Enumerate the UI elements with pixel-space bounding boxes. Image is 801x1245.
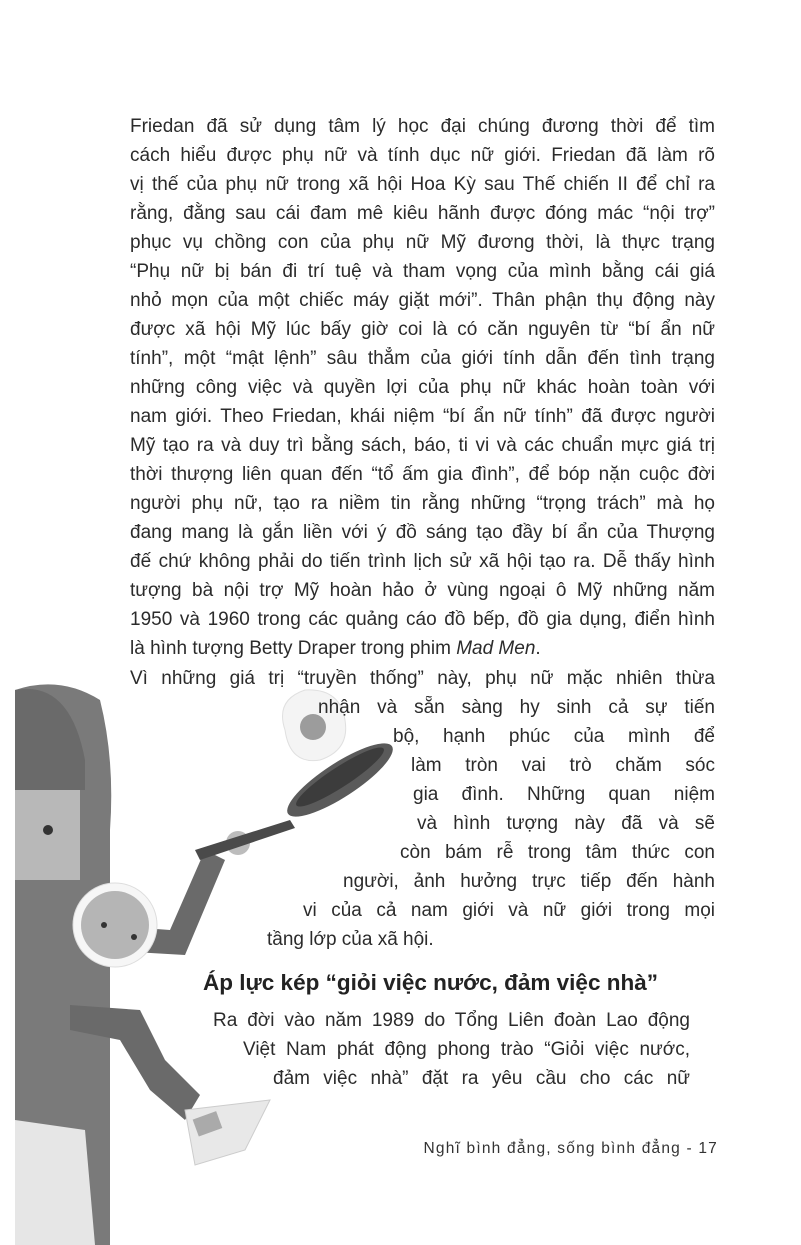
text-line: đảm việc nhà” đặt ra yêu cầu cho các nữ — [273, 1068, 690, 1089]
woman-face — [15, 790, 80, 880]
text-line: Friedan đã sử dụng tâm lý học đại chúng đương thời để tìm — [130, 116, 715, 137]
text-line: rằng, đằng sau cái đam mê kiêu hãnh được đóng mác “nội trợ” — [130, 203, 715, 224]
text-line: “Phụ nữ bị bán đi trí tuệ và tham vọng của mình bằng cái giá — [130, 261, 715, 282]
text-line: Mỹ tạo ra và duy trì bằng sách, báo, ti vi và các chuẩn mực giá trị — [130, 435, 715, 456]
pan-handle — [195, 820, 295, 860]
text-line: những công việc và quyền lợi của phụ nữ khác hoàn toàn với — [130, 377, 715, 398]
film-title: Mad Men — [456, 638, 536, 659]
section-heading: Áp lực kép “giỏi việc nước, đảm việc nhà” — [203, 970, 658, 995]
text-line: làm tròn vai trò chăm sóc — [411, 755, 715, 776]
text-line: và hình tượng này đã và sẽ — [417, 813, 715, 834]
text-line: cách hiểu được phụ nữ và tính dục nữ giới. Friedan đã làm rõ — [130, 145, 715, 166]
text-span: . — [535, 638, 541, 659]
text-line: đế chứ không phải do tiến trình lịch sử xã hội tạo ra. Dễ thấy hình — [130, 551, 715, 572]
text-line: tầng lớp của xã hội. — [267, 929, 434, 950]
text-line: vị thế của phụ nữ trong xã hội Hoa Kỳ sau Thế chiến II để chỉ ra — [130, 174, 715, 195]
text-line: Ra đời vào năm 1989 do Tổng Liên đoàn Lao động — [213, 1010, 690, 1031]
text-line: người phụ nữ, tạo ra niềm tin rằng những “trọng trách” mà họ — [130, 493, 715, 514]
woman-eye — [43, 825, 53, 835]
apron — [15, 1120, 95, 1245]
text-line: phục vụ chồng con của phụ nữ Mỹ đương thời, là thực trạng — [130, 232, 715, 253]
text-line: tính”, một “mật lệnh” sâu thẳm của giới tính dẫn đến tình trạng — [130, 348, 715, 369]
text-span: là hình tượng Betty Draper trong phim — [130, 638, 457, 659]
text-line: Vì những giá trị “truyền thống” này, phụ nữ mặc nhiên thừa — [130, 668, 715, 689]
text-line: 1950 và 1960 trong các quảng cáo đồ bếp, đồ gia dụng, điển hình — [130, 609, 715, 630]
page-footer: Nghĩ bình đẳng, sống bình đẳng - 17 — [423, 1140, 718, 1157]
text-line: gia đình. Những quan niệm — [413, 784, 715, 805]
text-line: bộ, hạnh phúc của mình để — [393, 726, 715, 747]
text-line: nhỏ mọn của một chiếc máy giặt mới”. Thân phận thụ động này — [130, 290, 715, 311]
text-line: Việt Nam phát động phong trào “Giỏi việc nước, — [243, 1039, 690, 1060]
text-line: nam giới. Theo Friedan, khái niệm “bí ẩn nữ tính” đã được người — [130, 406, 715, 427]
text-line: vi của cả nam giới và nữ giới trong mọi — [303, 900, 715, 921]
text-line: người, ảnh hưởng trực tiếp đến hành — [343, 871, 715, 892]
text-line: đang mang là gắn liền với ý đồ sáng tạo đầy bí ẩn của Thượng — [130, 522, 715, 543]
text-line — [130, 637, 541, 661]
text-line: tượng bà nội trợ Mỹ hoàn hảo ở vùng ngoại ô Mỹ những năm — [130, 580, 715, 601]
text-line: thời thượng liên quan đến “tổ ấm gia đình”, để bóp nặn cuộc đời — [130, 464, 715, 485]
text-line: còn bám rễ trong tâm thức con — [400, 842, 715, 863]
text-line: được xã hội Mỹ lúc bấy giờ coi là có căn nguyên từ “bí ẩn nữ — [130, 319, 715, 340]
text-line: nhận và sẵn sàng hy sinh cả sự tiến — [318, 697, 715, 718]
